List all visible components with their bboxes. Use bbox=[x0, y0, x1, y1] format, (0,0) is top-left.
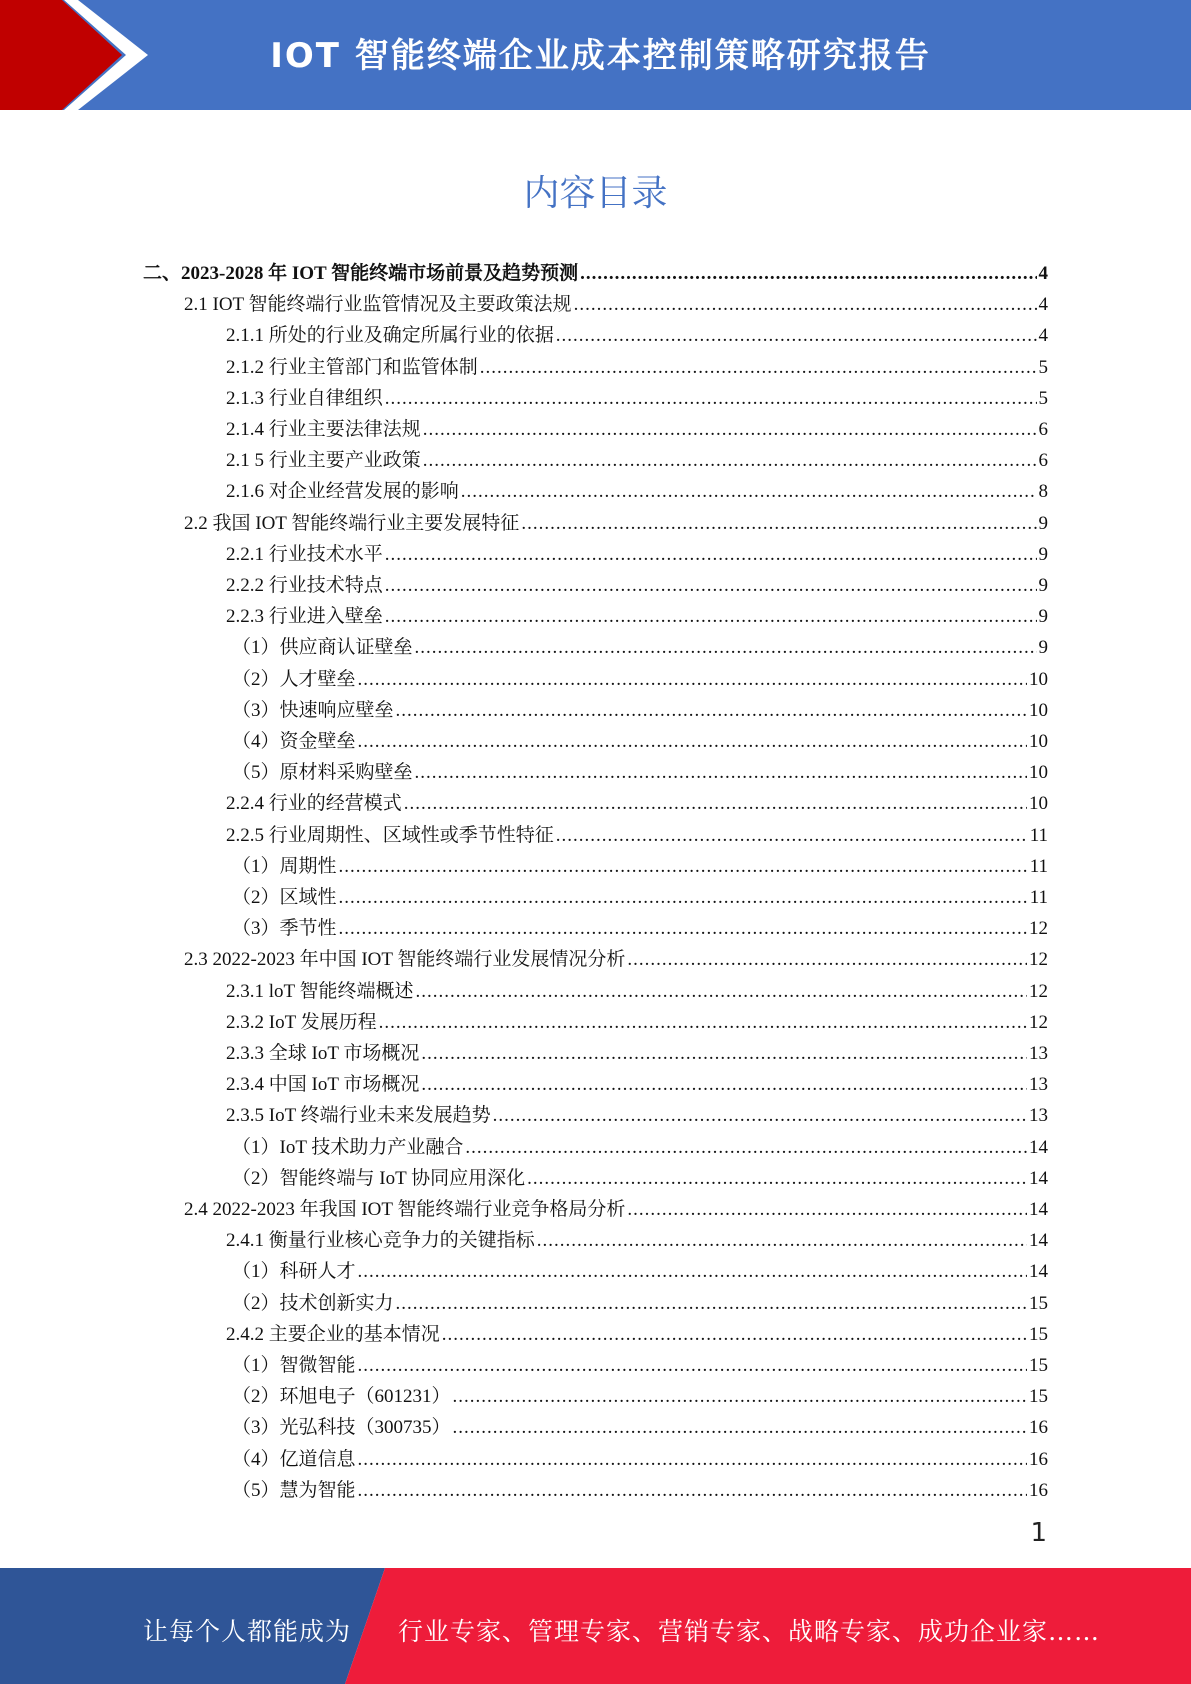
toc-entry-page: 6 bbox=[1038, 419, 1048, 440]
toc-entry[interactable] bbox=[226, 598, 1048, 629]
toc-entry-title: 2.2.4 行业的经营模式 bbox=[226, 793, 402, 815]
toc-entry-page: 16 bbox=[1029, 1417, 1048, 1439]
toc-entry-title: （1）供应商认证壁垒 bbox=[232, 637, 413, 659]
toc-entry-page: 10 bbox=[1029, 668, 1048, 690]
toc-entry[interactable] bbox=[226, 1222, 1048, 1253]
toc-leader-dots bbox=[574, 293, 1037, 317]
toc-entry-page: 10 bbox=[1029, 793, 1048, 815]
toc-entry-page: 11 bbox=[1029, 887, 1048, 908]
toc-leader-dots bbox=[385, 605, 1037, 629]
toc-leader-dots bbox=[627, 948, 1027, 972]
toc-entry-title: 2.3.1 loT 智能终端概述 bbox=[226, 980, 414, 1002]
toc-leader-dots bbox=[358, 1448, 1027, 1472]
toc-entry-title: （2）技术创新实力 bbox=[232, 1292, 394, 1314]
toc-leader-dots bbox=[493, 1104, 1027, 1128]
toc-leader-dots bbox=[385, 543, 1037, 567]
toc-leader-dots bbox=[404, 792, 1027, 816]
toc-leader-dots bbox=[521, 512, 1036, 536]
toc-entry-title: 2.4.2 主要企业的基本情况 bbox=[226, 1323, 440, 1345]
toc-entry-title: 二、2023-2028 年 IOT 智能终端市场前景及趋势预测 bbox=[143, 263, 579, 284]
toc-leader-dots bbox=[415, 636, 1037, 660]
toc-leader-dots bbox=[580, 262, 1036, 286]
toc-entry-page: 12 bbox=[1029, 980, 1048, 1002]
toc-entry-title: 2.1.2 行业主管部门和监管体制 bbox=[226, 356, 478, 378]
toc-entry-page: 4 bbox=[1038, 294, 1048, 316]
toc-entry-page: 16 bbox=[1029, 1479, 1048, 1501]
footer-slogan-right: 行业专家、管理专家、营销专家、战略专家、成功企业家…… bbox=[398, 1617, 1101, 1646]
toc-entry[interactable] bbox=[232, 661, 1048, 692]
toc-entry[interactable] bbox=[232, 629, 1048, 660]
toc-entry-page: 12 bbox=[1029, 1011, 1048, 1033]
toc-entry-title: 2.1.1 所处的行业及确定所属行业的依据 bbox=[226, 325, 554, 347]
toc-entry-page: 6 bbox=[1038, 450, 1048, 472]
toc-entry-page: 15 bbox=[1029, 1323, 1048, 1345]
toc-entry-title: （5）慧为智能 bbox=[232, 1479, 356, 1501]
toc-entry[interactable] bbox=[232, 754, 1048, 785]
toc-entry-page: 5 bbox=[1038, 387, 1048, 409]
toc-entry-title: （3）光弘科技（300735） bbox=[232, 1417, 451, 1439]
toc-entry-title: （3）快速响应壁垒 bbox=[232, 699, 394, 721]
toc-entry-title: 2.4 2022-2023 年我国 IOT 智能终端行业竞争格局分析 bbox=[184, 1199, 626, 1220]
toc-entry[interactable] bbox=[232, 1378, 1048, 1409]
toc-entry-title: 2.3.4 中国 IoT 市场概况 bbox=[226, 1074, 420, 1096]
toc-entry[interactable] bbox=[184, 941, 1048, 972]
toc-entry[interactable] bbox=[226, 1035, 1048, 1066]
toc-entry[interactable] bbox=[232, 1441, 1048, 1472]
toc-leader-dots bbox=[358, 668, 1027, 692]
toc-entry-page: 14 bbox=[1029, 1230, 1048, 1252]
toc-entry-page: 9 bbox=[1038, 637, 1048, 659]
toc-entry[interactable] bbox=[226, 473, 1048, 504]
toc-leader-dots bbox=[358, 730, 1027, 754]
toc-entry-title: （2）人才壁垒 bbox=[232, 668, 356, 690]
toc-entry-page: 15 bbox=[1029, 1386, 1048, 1408]
toc-entry-title: （4）亿道信息 bbox=[232, 1448, 356, 1470]
toc-heading: 内容目录 bbox=[523, 173, 668, 214]
toc-entry-title: 2.1.3 行业自律组织 bbox=[226, 387, 383, 409]
toc-entry-page: 14 bbox=[1029, 1167, 1048, 1189]
toc-entry-title: 2.1.4 行业主要法律法规 bbox=[226, 419, 421, 440]
toc-leader-dots bbox=[339, 886, 1028, 910]
toc-leader-dots bbox=[358, 1479, 1027, 1503]
toc-entry-title: 2.2 我国 IOT 智能终端行业主要发展特征 bbox=[184, 512, 520, 534]
toc-leader-dots bbox=[358, 1260, 1027, 1284]
toc-entry[interactable] bbox=[226, 411, 1048, 442]
toc-entry-page: 11 bbox=[1029, 855, 1048, 877]
toc-entry-title: 2.1.6 对企业经营发展的影响 bbox=[226, 481, 459, 503]
toc-entry-title: 2.2.3 行业进入壁垒 bbox=[226, 606, 383, 628]
toc-entry-page: 12 bbox=[1029, 949, 1048, 971]
toc-leader-dots bbox=[396, 1292, 1027, 1316]
toc-entry-page: 10 bbox=[1029, 731, 1048, 752]
toc-leader-dots bbox=[465, 1136, 1027, 1160]
toc-entry[interactable] bbox=[226, 567, 1048, 598]
toc-entry[interactable] bbox=[184, 286, 1048, 317]
toc-entry-title: （1）科研人才 bbox=[232, 1261, 356, 1283]
toc-entry-title: 2.3.3 全球 IoT 市场概况 bbox=[226, 1043, 420, 1064]
toc-entry-page: 9 bbox=[1038, 575, 1048, 596]
toc-entry[interactable] bbox=[226, 317, 1048, 348]
toc-entry-page: 10 bbox=[1029, 762, 1048, 784]
toc-entry-title: （1）周期性 bbox=[232, 855, 337, 877]
toc-entry[interactable] bbox=[232, 1285, 1048, 1316]
toc-entry-title: （2）智能终端与 IoT 协同应用深化 bbox=[232, 1167, 526, 1189]
toc-entry[interactable] bbox=[184, 505, 1048, 536]
toc-entry-title: （5）原材料采购壁垒 bbox=[232, 762, 413, 784]
toc-entry-title: 2.1 5 行业主要产业政策 bbox=[226, 450, 421, 472]
toc-entry[interactable] bbox=[232, 910, 1048, 941]
toc-leader-dots bbox=[461, 480, 1037, 504]
toc-entry[interactable] bbox=[232, 1160, 1048, 1191]
toc-leader-dots bbox=[453, 1416, 1027, 1440]
toc-leader-dots bbox=[385, 574, 1037, 598]
toc-entry[interactable] bbox=[143, 255, 1048, 286]
toc-entry-page: 8 bbox=[1038, 481, 1048, 503]
toc-entry[interactable] bbox=[232, 848, 1048, 879]
toc-entry-page: 9 bbox=[1038, 543, 1048, 565]
toc-entry-title: （2）环旭电子（601231） bbox=[232, 1386, 451, 1408]
toc-entry-title: 2.4.1 衡量行业核心竞争力的关键指标 bbox=[226, 1230, 535, 1252]
toc-entry-title: 2.1 IOT 智能终端行业监管情况及主要政策法规 bbox=[184, 294, 572, 316]
footer-slogan-left: 让每个人都能成为 bbox=[143, 1617, 352, 1646]
toc-entry-page: 14 bbox=[1029, 1261, 1048, 1283]
toc-leader-dots bbox=[556, 324, 1037, 348]
toc-entry[interactable] bbox=[226, 817, 1048, 848]
toc-entry-page: 14 bbox=[1029, 1136, 1048, 1158]
toc-entry-page: 10 bbox=[1029, 699, 1048, 721]
toc-leader-dots bbox=[385, 387, 1037, 411]
toc-leader-dots bbox=[339, 855, 1028, 879]
toc-entry-title: 2.2.5 行业周期性、区域性或季节性特征 bbox=[226, 824, 554, 846]
toc-entry[interactable] bbox=[226, 973, 1048, 1004]
toc-leader-dots bbox=[416, 980, 1027, 1004]
toc-leader-dots bbox=[480, 356, 1037, 380]
toc-entry-page: 15 bbox=[1029, 1355, 1048, 1376]
toc-entry-page: 11 bbox=[1029, 824, 1048, 846]
toc-entry[interactable] bbox=[226, 785, 1048, 816]
toc-entry-page: 16 bbox=[1029, 1448, 1048, 1470]
toc-entry-title: （1）智微智能 bbox=[232, 1355, 356, 1376]
toc-entry[interactable] bbox=[232, 879, 1048, 910]
toc-entry[interactable] bbox=[232, 1253, 1048, 1284]
toc-entry-title: （2）区域性 bbox=[232, 887, 337, 908]
toc-entry-page: 13 bbox=[1029, 1043, 1048, 1064]
toc-entry-page: 4 bbox=[1038, 263, 1048, 284]
toc-entry[interactable] bbox=[226, 1316, 1048, 1347]
toc-entry[interactable] bbox=[232, 723, 1048, 754]
toc-entry[interactable] bbox=[226, 1066, 1048, 1097]
toc-entry[interactable] bbox=[184, 1191, 1048, 1222]
toc-entry[interactable] bbox=[232, 1472, 1048, 1503]
toc-leader-dots bbox=[442, 1323, 1027, 1347]
toc-entry-page: 14 bbox=[1029, 1199, 1048, 1220]
toc-entry[interactable] bbox=[226, 349, 1048, 380]
toc-entry[interactable] bbox=[226, 442, 1048, 473]
footer-banner bbox=[0, 1568, 1191, 1684]
toc-leader-dots bbox=[396, 699, 1027, 723]
toc-entry[interactable] bbox=[232, 692, 1048, 723]
toc-entry[interactable] bbox=[226, 1097, 1048, 1128]
toc-entry-page: 9 bbox=[1038, 512, 1048, 534]
toc-entry[interactable] bbox=[226, 380, 1048, 411]
page-number: 1 bbox=[1030, 1518, 1047, 1548]
toc-leader-dots bbox=[421, 1042, 1027, 1066]
toc-entry-title: 2.3.5 IoT 终端行业未来发展趋势 bbox=[226, 1105, 491, 1127]
toc-entry-page: 13 bbox=[1029, 1074, 1048, 1096]
report-title: IOT 智能终端企业成本控制策略研究报告 bbox=[270, 36, 931, 76]
toc-entry-page: 15 bbox=[1029, 1292, 1048, 1314]
toc-entry-title: 2.2.2 行业技术特点 bbox=[226, 575, 383, 596]
toc-entry-title: （3）季节性 bbox=[232, 918, 337, 940]
toc-entry-title: （1）IoT 技术助力产业融合 bbox=[232, 1136, 464, 1158]
toc-entry-page: 12 bbox=[1029, 918, 1048, 940]
toc-leader-dots bbox=[421, 1073, 1027, 1097]
toc-leader-dots bbox=[423, 418, 1037, 442]
toc-entry-page: 13 bbox=[1029, 1105, 1048, 1127]
toc-entry[interactable] bbox=[226, 1004, 1048, 1035]
report-header bbox=[0, 0, 1191, 110]
toc-leader-dots bbox=[358, 1354, 1027, 1378]
toc-leader-dots bbox=[527, 1167, 1027, 1191]
toc-leader-dots bbox=[627, 1198, 1027, 1222]
toc-leader-dots bbox=[556, 824, 1028, 848]
toc-entry-title: 2.3.2 IoT 发展历程 bbox=[226, 1011, 377, 1033]
toc-leader-dots bbox=[339, 917, 1027, 941]
toc-entry[interactable] bbox=[232, 1409, 1048, 1440]
toc-entry-page: 5 bbox=[1038, 356, 1048, 378]
toc-entry-page: 9 bbox=[1038, 606, 1048, 628]
toc-leader-dots bbox=[423, 449, 1037, 473]
toc-entry-title: 2.3 2022-2023 年中国 IOT 智能终端行业发展情况分析 bbox=[184, 949, 626, 971]
toc-entry-page: 4 bbox=[1038, 325, 1048, 347]
toc-entry-title: （4）资金壁垒 bbox=[232, 731, 356, 752]
toc-entry-title: 2.2.1 行业技术水平 bbox=[226, 543, 383, 565]
toc-entry[interactable] bbox=[232, 1129, 1048, 1160]
toc-leader-dots bbox=[453, 1385, 1027, 1409]
toc-leader-dots bbox=[415, 761, 1027, 785]
toc-leader-dots bbox=[537, 1229, 1027, 1253]
toc-leader-dots bbox=[379, 1011, 1027, 1035]
toc-entry[interactable] bbox=[226, 536, 1048, 567]
toc-entry[interactable] bbox=[232, 1347, 1048, 1378]
